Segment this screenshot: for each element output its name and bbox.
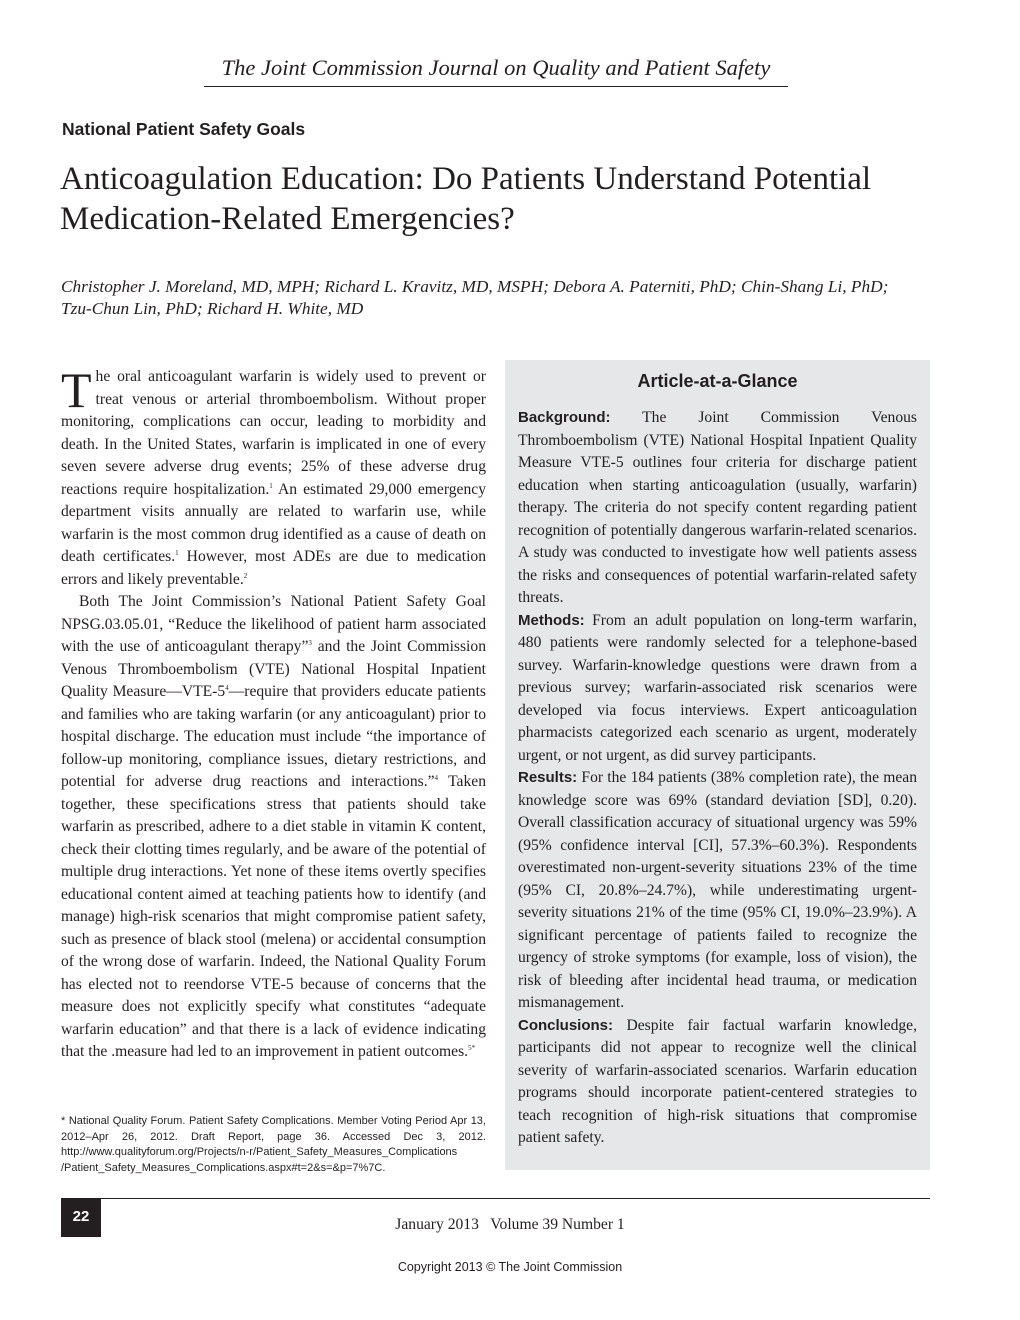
body-paragraph-1 — [61, 362, 486, 591]
body-text: Both The Joint Commission’s National Patient Safety Goal NPSG.03.05.01, “Reduce the likelihood of patient harm associated with the use of anticoagulant therapy” — [61, 593, 486, 655]
title-line-1: Anticoagulation Education: Do Patients Understand Potential — [60, 161, 872, 197]
body-text: he oral anticoagulant warfarin is widely used to prevent or treat venous or arterial thromboembolism. Without proper monitoring, complications can occur, leading to morbidity and death. In the United States, warfarin is implicated in one of every seven severe adverse drug events; 25% of these adverse drug reactions require hospitalization. — [61, 368, 486, 498]
reference-mark: 2 — [243, 571, 248, 580]
copyright: Copyright 2013 © The Joint Commission — [397, 1260, 623, 1274]
body-paragraph-2 — [61, 591, 486, 1064]
glance-results — [518, 767, 917, 1015]
footnote: * National Quality Forum. Patient Safety Complications. Member Voting Period Apr 13, 2012–Apr 26, 2012. Draft Report, page 36. Accessed Dec 3, 2012. http://www.qualityforum.org/Projects/n-r/Patient_Safety_Measures_Complications /Patient_Safety_Measures_Complications.aspx#t=2&s=&p=7%7C. — [61, 1115, 486, 1174]
glance-methods — [518, 610, 917, 768]
journal-header: The Joint Commission Journal on Quality and Patient Safety — [204, 54, 788, 87]
reference-mark: 4 — [225, 683, 229, 692]
body-text: —require that providers educate patients and families who are taking warfarin (or any anticoagulant) prior to hospital discharge. The education must include “the importance of follow-up monitoring, compliance issues, dietary restrictions, and potential for adverse drug reactions and interactions.” — [61, 683, 486, 790]
page-number: 22 — [61, 1199, 101, 1237]
body-text: However, most ADEs are due to medication errors and likely preventable. — [61, 548, 486, 588]
reference-mark: 3 — [308, 638, 312, 647]
glance-conclusions — [518, 1015, 917, 1150]
reference-mark: 4 — [434, 773, 439, 782]
glance-background — [518, 407, 917, 610]
methods-text: From an adult population on long-term warfarin, 480 patients were randomly selected for a telephone-based survey. Warfarin-knowledge questions were drawn from a previous survey; warfarin-associated risk scenarios were developed via focus interviews. Expert anticoagulation pharmacists categorized each scenario as urgent, moderately urgent, or not urgent, as did survey participants. — [518, 611, 917, 764]
issue-info: January 2013 Volume 39 Number 1 — [395, 1216, 625, 1233]
article-at-a-glance-box — [505, 360, 930, 1170]
body-text: and the Joint Commission Venous Thromboembolism (VTE) National Hospital Inpatient Quality Measure—VTE-5 — [61, 638, 486, 700]
author-list — [61, 276, 961, 320]
reference-mark: 5* — [468, 1043, 476, 1052]
background-heading: Background: — [518, 409, 611, 426]
reference-mark: 1 — [269, 481, 273, 490]
results-heading: Results: — [518, 769, 578, 786]
footer-divider — [61, 1198, 930, 1199]
conclusions-heading: Conclusions: — [518, 1016, 614, 1034]
glance-title: Article-at-a-Glance — [637, 371, 798, 391]
drop-cap: T — [61, 362, 92, 418]
background-text: The Joint Commission Venous Thromboembolism (VTE) National Hospital Inpatient Quality Measure VTE-5 outlines four criteria for discharge patient education when starting anticoagulation (usually, warfarin) therapy. The criteria do not specify content regarding patient recognition of potentially dangerous warfarin-related scenarios. A study was conducted to investigate how well patients assess the risks and consequences of potential warfarin-related safety threats. — [518, 409, 917, 606]
reference-mark: 1 — [175, 548, 179, 557]
authors-line-1: Christopher J. Moreland, MD, MPH; Richard L. Kravitz, MD, MSPH; Debora A. Paterniti, PhD; Chin-Shang Li, PhD; — [61, 277, 889, 296]
body-text: An estimated 29,000 emergency department visits annually are related to warfarin use, while warfarin is the most common drug identified as a cause of death on death certificates. — [61, 480, 486, 565]
authors-line-2: Tzu-Chun Lin, PhD; Richard H. White, MD — [61, 299, 364, 318]
section-label: National Patient Safety Goals — [62, 119, 306, 139]
body-text-column — [61, 362, 486, 1064]
title-line-2: Medication-Related Emergencies? — [60, 201, 515, 237]
conclusions-text: Despite fair factual warfarin knowledge, participants did not appear to recognize well the clinical severity of warfarin-associated scenarios. Warfarin education programs should incorporate patient-centered strategies to teach recognition of high-risk situations that compromise patient safety. — [518, 1016, 917, 1146]
body-text: Taken together, these specifications stress that patients should take warfarin as prescribed, adhere to a diet stable in vitamin K content, check their clotting times regularly, and be aware of the potential of multiple drug interactions. Yet none of these items overtly specifies educational content aimed at teaching patients how to identify (and manage) high-risk scenarios that might compromise patient safety, such as presence of black stool (melena) or accidental consumption of the wrong dose of warfarin. Indeed, the National Quality Forum has elected not to reendorse VTE-5 because of concerns that the measure does not explicitly specify what constitutes “adequate warfarin education” and that there is a lack of evidence indicating that the .measure had led to an improvement in patient outcomes. — [61, 773, 486, 1060]
methods-heading: Methods: — [518, 611, 585, 629]
article-title — [60, 159, 960, 239]
results-text: For the 184 patients (38% completion rate), the mean knowledge score was 69% (standard deviation [SD], 0.20). Overall classification accuracy of situational urgency was 59% (95% confidence interval [CI], 57.3%–60.3%). Respondents overestimated non-urgent-severity situations 23% of the time (95% CI, 20.8%–24.7%), while underestimating urgent-severity situations 21% of the time (95% CI, 19.0%–23.9%). A significant percentage of patients failed to recognize the urgency of stroke symptoms (for example, loss of vision), the risk of bleeding after incidental head trauma, or medication mismanagement. — [518, 769, 917, 1011]
